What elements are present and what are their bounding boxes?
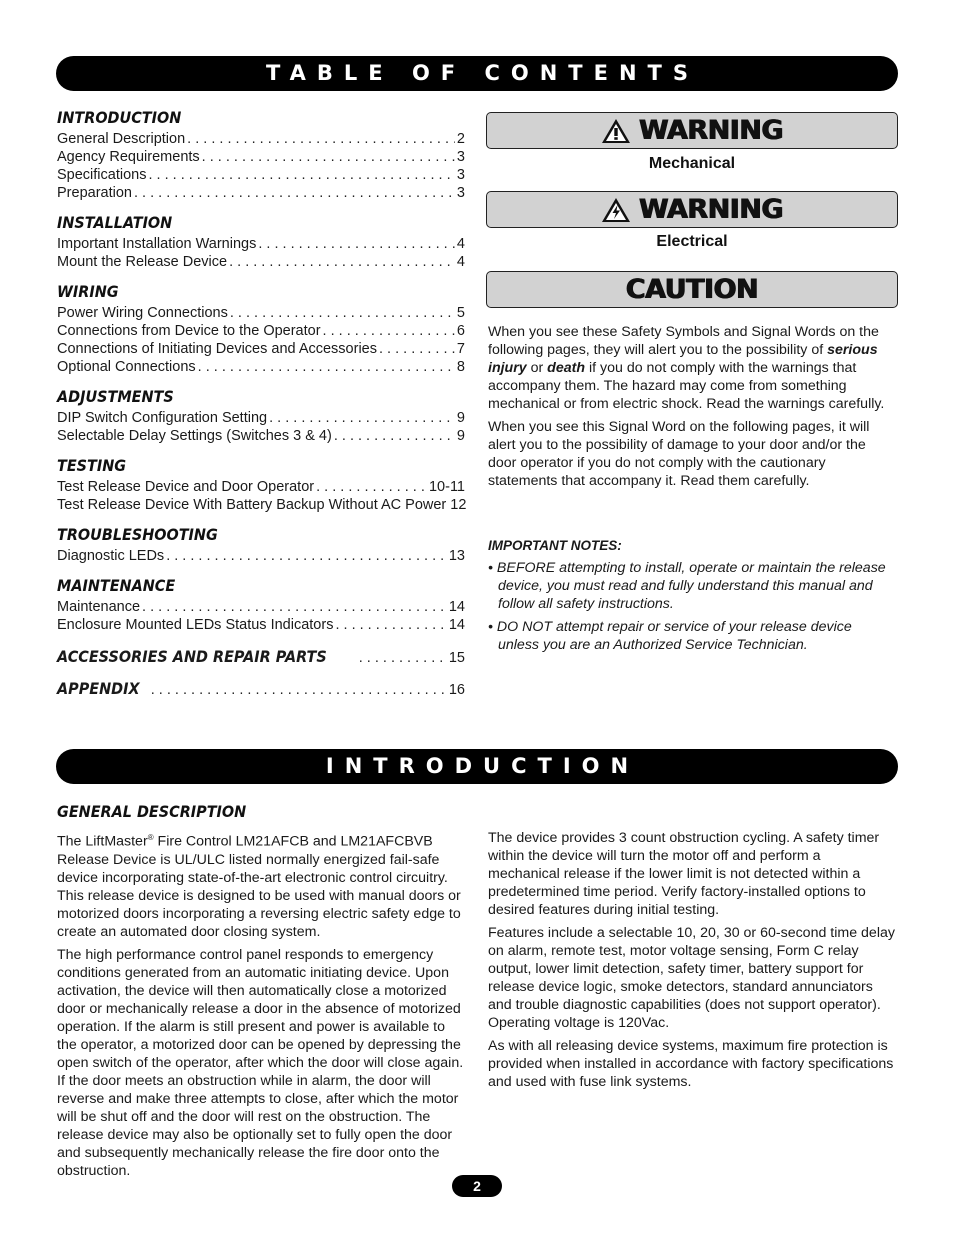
text: or (530, 360, 544, 376)
note-item: • BEFORE attempting to install, operate or maintain the release device, you must read and fully understand this manual and follow all safety instructions. (488, 560, 886, 612)
toc-label: DIP Switch Configuration Setting (57, 410, 268, 426)
toc-label: Preparation (57, 185, 132, 201)
warning-exclamation-icon (601, 118, 631, 144)
toc-label: Power Wiring Connections (57, 305, 228, 321)
intro-paragraph-2: The high performance control panel responds to emergency conditions generated from an automatic initiating device. Upon activation, the device will then automatically close a motorized door or mechanically release a door in the absence of motorized operation. If the alarm is still present and power is available to the operator, a motorized door can be opened by depressing the open switch of the operator, after which the door will close again. If the door meets an obstruction while in alarm, the door will reverse and make three attempts to close, after which the motor will be shut off and the door will rest on the obstruction. The release device may also be optionally set to fully open the door and subsequently mechanically release the fire door onto the obstruction. (57, 946, 464, 1179)
toc-entry[interactable] (57, 148, 465, 166)
intro-paragraph-1 (57, 829, 467, 941)
toc-label: Maintenance (57, 599, 141, 615)
toc-page: 3 (456, 167, 465, 183)
toc-entry[interactable] (57, 496, 465, 514)
toc-label: Connections from Device to the Operator (57, 323, 321, 339)
toc-label: Specifications (57, 167, 147, 183)
toc-entry[interactable] (57, 478, 465, 496)
toc-page: 12 (450, 497, 467, 513)
toc-entry[interactable] (57, 616, 465, 634)
toc-entry[interactable] (57, 322, 465, 340)
toc-banner: TABLE OF CONTENTS (56, 56, 898, 91)
toc-page: 6 (456, 323, 465, 339)
toc-entry[interactable] (57, 253, 465, 271)
toc-label: APPENDIX (57, 679, 140, 698)
intro-left-column (57, 829, 467, 1185)
emphasis-death: death (547, 360, 586, 376)
toc-entry[interactable] (57, 598, 465, 616)
toc-page: 13 (448, 548, 465, 564)
toc-label: ACCESSORIES AND REPAIR PARTS (57, 647, 327, 666)
toc-page: 3 (456, 149, 465, 165)
note-item: • DO NOT attempt repair or service of your release device unless you are an Authorized Service Technician. (488, 619, 852, 653)
toc-heading-maintenance: MAINTENANCE (57, 576, 176, 595)
safety-paragraph-2: When you see this Signal Word on the following pages, it will alert you to the possibility of damage to your door and/or the door operator if you do not comply with the cautionary statements that accompany it. Read them carefully. (488, 419, 870, 489)
toc-page: 4 (456, 254, 465, 270)
general-description-heading: GENERAL DESCRIPTION (57, 802, 247, 821)
toc-heading-introduction: INTRODUCTION (57, 108, 182, 127)
signal-word: CAUTION (625, 274, 759, 305)
toc-entry[interactable] (57, 166, 465, 184)
toc-label: Important Installation Warnings (57, 236, 257, 252)
mechanical-label: Mechanical (648, 155, 736, 172)
toc-entry[interactable] (57, 130, 465, 148)
text: Fire Control LM21AFCB and LM21AFCBVB Release Device is UL/ULC listed normally energized fail-safe device incorporating state-of-the-art electronic control circuitry. This release device is designed to be used with manual doors or motorized doors incorporating a reversing electric safety edge to create an automated door closing system. (57, 833, 461, 940)
toc-page: 14 (448, 599, 465, 615)
text: The LiftMaster (57, 833, 148, 850)
intro-right-column (488, 829, 896, 1096)
toc-entry-accessories[interactable] (57, 644, 465, 670)
important-notes-heading: IMPORTANT NOTES: (488, 538, 622, 553)
toc-page: 3 (456, 185, 465, 201)
toc-label: Test Release Device With Battery Backup Without AC Power (57, 497, 447, 513)
toc-page: 16 (448, 682, 465, 698)
toc-page: 9 (456, 410, 465, 426)
toc-entry[interactable] (57, 547, 465, 565)
toc-label: Mount the Release Device (57, 254, 228, 270)
toc-page: 14 (448, 617, 465, 633)
toc-label: Diagnostic LEDs (57, 548, 165, 564)
toc-label: Enclosure Mounted LEDs Status Indicators (57, 617, 334, 633)
toc-label: General Description (57, 131, 186, 147)
toc-entry-appendix[interactable] (57, 676, 465, 702)
page-number: 2 (452, 1175, 502, 1197)
emphasis-serious-injury: serious injury (488, 342, 878, 376)
toc-page: 2 (456, 131, 465, 147)
text: if you do not comply with the warnings that accompany them. The hazard may come from something mechanical or from electric shock. Read the warnings carefully. (488, 360, 885, 412)
toc-label: Optional Connections (57, 359, 196, 375)
toc-heading-testing: TESTING (57, 456, 127, 475)
toc-heading-wiring: WIRING (57, 282, 119, 301)
safety-paragraph-1 (488, 323, 893, 413)
warning-mechanical-box (486, 112, 898, 149)
toc-heading-installation: INSTALLATION (57, 213, 173, 232)
registered-mark: ® (147, 833, 154, 842)
intro-paragraph-3: The device provides 3 count obstruction cycling. A safety timer within the device will turn the motor off and perform a mechanical release if the lower limit is not detected within a predetermined time period. Verify factory-installed options to desired features during initial testing. (488, 830, 880, 918)
intro-paragraph-5: As with all releasing device systems, maximum fire protection is provided when installed in accordance with factory specifications and used with fuse link systems. (488, 1038, 894, 1090)
toc-entry[interactable] (57, 409, 465, 427)
signal-word: WARNING (638, 115, 784, 146)
table-of-contents (57, 108, 465, 702)
toc-label: Test Release Device and Door Operator (57, 479, 315, 495)
warning-electric-icon (601, 197, 631, 223)
toc-page: 4 (456, 236, 465, 252)
safety-explanation (488, 323, 893, 495)
signal-word: WARNING (638, 194, 784, 225)
text: When you see these Safety Symbols and Signal Words on the following pages, they will alert you to the possibility of (488, 324, 879, 358)
warning-electrical-box (486, 191, 898, 228)
toc-page: 8 (456, 359, 465, 375)
toc-entry[interactable] (57, 358, 465, 376)
toc-page: 9 (456, 428, 465, 444)
toc-page: 7 (456, 341, 465, 357)
toc-label: Connections of Initiating Devices and Accessories (57, 341, 377, 357)
toc-page: 5 (456, 305, 465, 321)
toc-page: 10-11 (428, 479, 465, 495)
toc-entry[interactable] (57, 427, 465, 445)
intro-paragraph-4: Features include a selectable 10, 20, 30 or 60-second time delay on alarm, remote test, motor voltage sensing, Form C relay output, lower limit detection, safety timer, battery support for release device logic, smoke detectors, standard annunciators and trouble diagnostic capabilities (does not support operator). Operating voltage is 120Vac. (488, 925, 895, 1031)
toc-label: Selectable Delay Settings (Switches 3 & 4) (57, 428, 332, 444)
toc-heading-troubleshooting: TROUBLESHOOTING (57, 525, 218, 544)
introduction-banner: INTRODUCTION (56, 749, 898, 784)
toc-label: Agency Requirements (57, 149, 200, 165)
toc-entry[interactable] (57, 304, 465, 322)
important-notes (488, 537, 896, 659)
caution-box (486, 271, 898, 308)
toc-entry[interactable] (57, 340, 465, 358)
toc-entry[interactable] (57, 184, 465, 202)
toc-entry[interactable] (57, 235, 465, 253)
toc-heading-adjustments: ADJUSTMENTS (57, 387, 174, 406)
electrical-label: Electrical (656, 233, 728, 250)
toc-page: 15 (448, 650, 465, 666)
